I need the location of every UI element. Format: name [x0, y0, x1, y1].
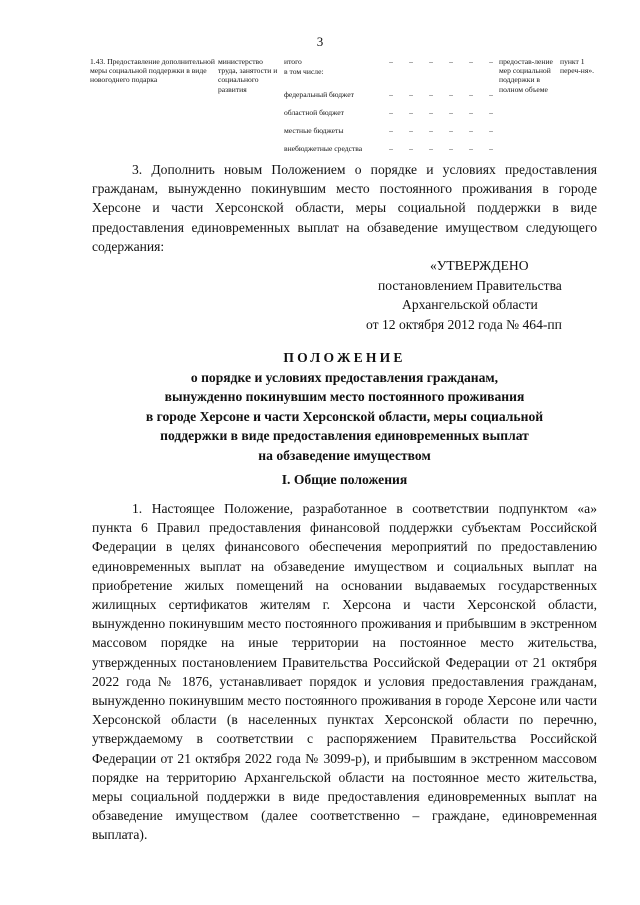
table-cell-executor: министерство труда, занятости и социального развития	[218, 57, 278, 94]
dash-cell: –	[429, 57, 433, 66]
approval-stamp	[366, 256, 606, 334]
dash-cell: –	[409, 126, 413, 135]
page-number: 3	[316, 34, 324, 49]
approval-line: от 12 октября 2012 года № 464-пп	[366, 316, 562, 332]
funding-label: внебюджетные средства	[284, 144, 363, 153]
dash-cell: –	[429, 126, 433, 135]
dash-cell: –	[429, 144, 433, 153]
title-heading: ПОЛОЖЕНИЕ	[283, 350, 406, 365]
dash-cell: –	[409, 108, 413, 117]
dash-cell: –	[449, 90, 453, 99]
dash-cell: –	[449, 126, 453, 135]
dash-cell: –	[449, 108, 453, 117]
dash-cell: –	[409, 90, 413, 99]
title-line: поддержки в виде предоставления единовременных выплат	[160, 428, 529, 444]
paragraph-3-text: 3. Дополнить новым Положением о порядке и условиях предоставления гражданам, вынужденно покинувшим место постоянного проживания в городе Херсоне и части Херсонской области, меры социальной поддержки в виде предоставления единовременных выплат на обзаведение имуществом следующего содержания:	[92, 162, 597, 254]
funding-label: местные бюджеты	[284, 126, 344, 135]
dash-cell: –	[429, 90, 433, 99]
dash-cell: –	[489, 108, 493, 117]
title-line: на обзаведение имуществом	[258, 447, 431, 463]
title-line: вынужденно покинувшим место постоянного проживания	[164, 389, 525, 405]
dash-cell: –	[489, 144, 493, 153]
funding-label: федеральный бюджет	[284, 90, 354, 99]
paragraph-1-text: 1. Настоящее Положение, разработанное в соответствии подпунктом «а» пункта 6 Правил предоставления финансовой поддержки субъектам Российской Федерации в целях финансового обеспечения мероприятий по предоставлению единовременных выплат на обзаведение имуществом и социальных выплат на приобретение жилых помещений на основании выдаваемых государственных жилищных сертификатов жителям г. Херсона и части Херсонской области, вынужденно покинувшим место постоянного проживания и прибывшим в экстренном массовом порядке на иные территории на постоянное место жительства, утвержденных постановлением Правительства Российской Федерации от 21 октября 2022 года № 1876, устанавливает порядок и условия предоставления гражданам, вынужденно покинувшим место постоянного проживания в городе Херсоне или части Херсонской области (в населенных пунктах Херсонской области по перечню, утверждаемому в соответствии с распоряжением Правительства Российской Федерации от 21 октября 2022 года № 3099-р), и прибывшим в экстренном массовом порядке на территорию Архангельской области на постоянное место жительства, меры социальной поддержки в виде предоставления единовременных выплат на обзаведение имуществом (далее соответственно – граждане, единовременная выплата).	[92, 501, 597, 843]
table-cell-reference: пункт 1 переч-ня».	[560, 57, 595, 76]
table-cell-result: предостав-ление мер социальной поддержки в полном объеме	[499, 57, 553, 94]
dash-cell: –	[469, 90, 473, 99]
title-line: в городе Херсоне и части Херсонской области, меры социальной	[145, 408, 544, 424]
dash-cell: –	[389, 90, 393, 99]
dash-cell: –	[409, 144, 413, 153]
document-title	[92, 348, 597, 466]
dash-cell: –	[409, 57, 413, 66]
funding-label: итого	[284, 57, 302, 66]
dash-cell: –	[449, 144, 453, 153]
dash-cell: –	[429, 108, 433, 117]
dash-cell: –	[489, 90, 493, 99]
dash-cell: –	[469, 144, 473, 153]
dash-cell: –	[389, 126, 393, 135]
approval-line: постановлением Правительства	[378, 277, 562, 293]
approval-line: «УТВЕРЖДЕНО	[430, 258, 529, 273]
dash-cell: –	[449, 57, 453, 66]
funding-label: в том числе:	[284, 67, 324, 76]
dash-cell: –	[489, 57, 493, 66]
dash-cell: –	[389, 144, 393, 153]
paragraph-1	[92, 499, 597, 845]
dash-cell: –	[469, 57, 473, 66]
dash-cell: –	[489, 126, 493, 135]
paragraph-3	[92, 160, 597, 256]
table-cell-item: 1.43. Предоставление дополнительной меры социальной поддержки в виде новогоднего подарка	[90, 57, 215, 85]
dash-cell: –	[389, 57, 393, 66]
dash-cell: –	[469, 108, 473, 117]
approval-line: Архангельской области	[402, 297, 538, 313]
dash-cell: –	[469, 126, 473, 135]
dash-cell: –	[389, 108, 393, 117]
funding-label: областной бюджет	[284, 108, 344, 117]
title-line: о порядке и условиях предоставления гражданам,	[190, 369, 499, 385]
section-heading: I. Общие положения	[281, 472, 408, 487]
